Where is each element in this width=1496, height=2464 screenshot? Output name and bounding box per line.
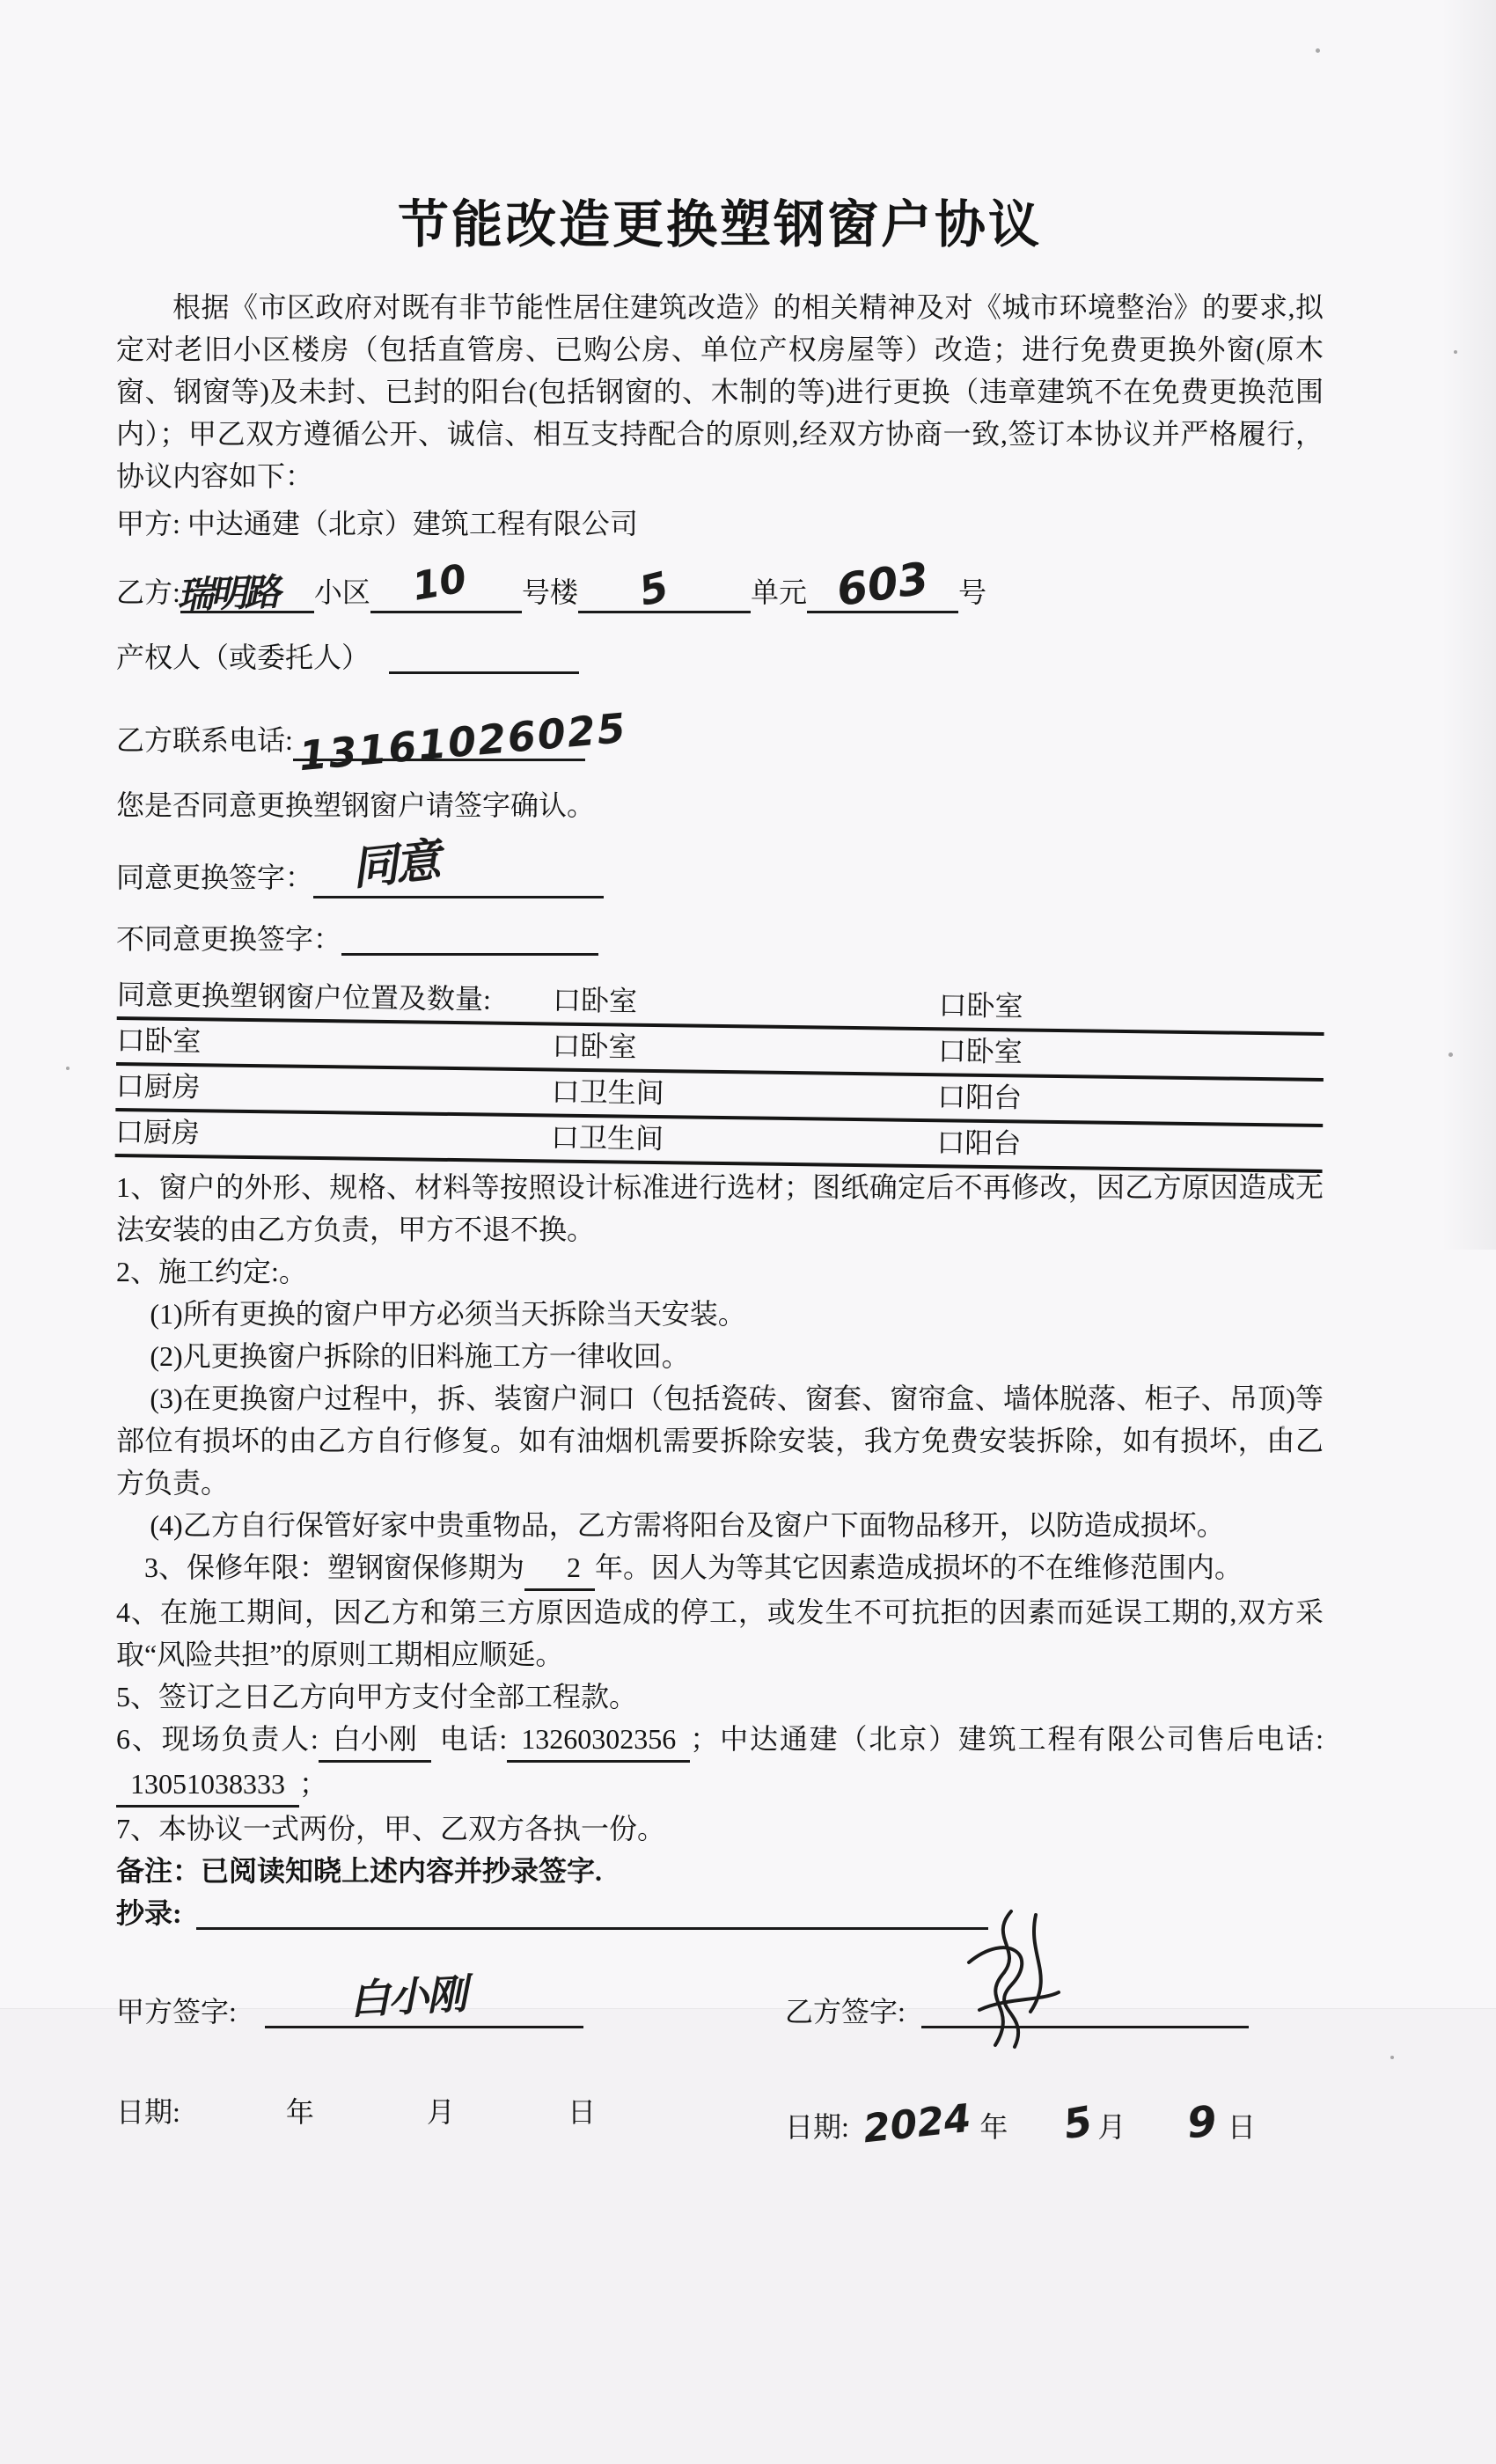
month-handwriting: 5: [1060, 2096, 1096, 2149]
checkbox-cell: 口卫生间: [550, 1121, 664, 1155]
party-b-signature-field: [921, 1994, 1249, 2028]
document-content: [116, 187, 1324, 2154]
terms-section: [116, 1166, 1324, 1934]
term-3-post: 年。因人为等其它因素造成损坏的不在维修范围内。: [595, 1551, 1243, 1583]
phone-label: 乙方联系电话:: [116, 724, 293, 756]
date-label: 日期:: [785, 2111, 849, 2143]
year-label: 年: [979, 2111, 1008, 2143]
term-2-sub-1: (1)所有更换的窗户甲方必须当天拆除当天安装。: [150, 1298, 746, 1330]
owner-field: [389, 640, 579, 674]
term-6-pre: 6、现场负责人:: [116, 1723, 319, 1755]
room-field: [807, 553, 958, 616]
signature-row: [116, 1969, 1324, 2033]
agree-field: [313, 834, 604, 898]
copy-line: [116, 1892, 1324, 1934]
confirm-note: 您是否同意更换塑钢窗户请签字确认。: [116, 789, 596, 821]
owner-line: [116, 636, 1324, 678]
danyuan-label: 单元: [750, 576, 807, 608]
term-4: 4、在施工期间，因乙方和第三方原因造成的停工，或发生不可抗拒的因素而延误工期的,双方采取“风险共担”的原则工期相应顺延。: [116, 1596, 1324, 1670]
scan-artifact: [1454, 350, 1457, 354]
scan-artifact: [1448, 1052, 1453, 1057]
haolou-label: 号楼: [521, 576, 578, 608]
note-line: [116, 1850, 1324, 1892]
disagree-field: [341, 921, 598, 956]
phone-line: [116, 703, 1324, 781]
year-label: 年: [285, 2096, 314, 2128]
xiaoqu-label: 小区: [313, 576, 370, 608]
party-b-label: 乙方:: [116, 576, 180, 608]
owner-label: 产权人（或委托人）: [116, 642, 370, 673]
community-field: [176, 570, 314, 617]
party-b-line: [116, 553, 1324, 617]
location-table-header: 同意更换塑钢窗户位置及数量:: [116, 979, 492, 1016]
party-b-signature-block: [785, 1991, 1249, 2033]
checkbox-cell: 口厨房: [115, 1069, 201, 1104]
term-6-end: ；: [299, 1768, 328, 1800]
note-text: 已阅读知晓上述内容并抄录签字.: [201, 1855, 603, 1887]
term-5: 5、签订之日乙方向甲方支付全部工程款。: [116, 1681, 638, 1712]
party-b-signature-label: 乙方签字:: [785, 1996, 906, 2028]
year-handwriting: 2024: [861, 2095, 973, 2152]
term-6-tel-label: 电话:: [439, 1723, 508, 1755]
term-2-sub-2: (2)凡更换窗户拆除的旧料施工方一律收回。: [150, 1340, 690, 1372]
checkbox-cell: 口卫生间: [551, 1075, 664, 1110]
disagree-line: [116, 918, 1324, 960]
checkbox-cell: 口卧室: [552, 984, 638, 1017]
date-label: 日期:: [116, 2096, 180, 2128]
agree-handwriting: 同意: [349, 834, 441, 896]
checkbox-cell: 口卧室: [116, 1024, 202, 1058]
term-1: 1、窗户的外形、规格、材料等按照设计标准进行选材；图纸确定后不再修改，因乙方原因造成无法安装的由乙方负责，甲方不退不换。: [116, 1171, 1324, 1245]
checkbox-cell: 口厨房: [114, 1115, 201, 1149]
party-a-signature-label: 甲方签字:: [116, 1996, 237, 2028]
party-a-signature-handwriting: 白小刚: [348, 1969, 467, 2024]
day-label: 日: [1227, 2111, 1256, 2143]
checkbox-cell: 口卧室: [937, 1035, 1023, 1068]
scan-artifact: [1390, 2056, 1394, 2059]
community-handwriting: 瑞明路: [176, 570, 278, 617]
checkbox-cell: 口阳台: [936, 1126, 1022, 1160]
location-table: [115, 974, 1325, 1173]
day-label: 日: [567, 2096, 596, 2128]
building-field: [370, 556, 522, 613]
term-7: 7、本协议一式两份，甲、乙双方各执一份。: [116, 1813, 666, 1844]
party-b-date-block: [785, 2091, 1256, 2154]
party-a-signature-block: [116, 1969, 785, 2033]
term-3-pre: 3、保修年限：塑钢窗保修期为: [144, 1551, 525, 1583]
month-label: 月: [426, 2096, 455, 2128]
unit-field: [578, 561, 751, 616]
hao-label: 号: [957, 576, 986, 608]
after-sales-phone: 13051038333: [116, 1763, 299, 1808]
note-label: 备注：: [116, 1855, 202, 1887]
room-handwriting: 603: [833, 553, 932, 616]
checkbox-cell: 口卧室: [552, 1030, 637, 1063]
phone-field: [293, 703, 629, 781]
building-handwriting: 10: [408, 556, 471, 610]
agree-label: 同意更换签字：: [116, 862, 314, 893]
checkbox-cell: 口阳台: [936, 1081, 1023, 1114]
agree-line: [116, 834, 1324, 898]
term-2: 2、施工约定:。: [116, 1256, 307, 1287]
date-row: [116, 2091, 1324, 2154]
term-6: [116, 1718, 1324, 1808]
unit-handwriting: 5: [634, 561, 673, 616]
party-a-line: 甲方: 中达通建（北京）建筑工程有限公司: [116, 508, 638, 539]
term-2-sub-4: (4)乙方自行保管好家中贵重物品，乙方需将阳台及窗户下面物品移开，以防造成损坏。: [150, 1509, 1225, 1541]
disagree-label: 不同意更换签字：: [116, 923, 342, 955]
warranty-years-value: 2: [524, 1546, 595, 1591]
site-manager-phone: 13260302356: [507, 1718, 690, 1763]
month-label: 月: [1097, 2111, 1126, 2143]
scan-artifact: [1316, 48, 1320, 53]
site-manager-name: 白小刚: [319, 1718, 431, 1763]
party-a-signature-field: [265, 1969, 583, 2028]
term-6-mid: ；中达通建（北京）建筑工程有限公司售后电话:: [690, 1723, 1324, 1755]
copy-field: [196, 1896, 988, 1930]
party-a-date-block: [116, 2091, 785, 2154]
day-handwriting: 9: [1185, 2096, 1219, 2149]
intro-paragraph: 根据《市区政府对既有非节能性居住建筑改造》的相关精神及对《城市环境整治》的要求,拟定对老旧小区楼房（包括直管房、已购公房、单位产权房屋等）改造；进行免费更换外窗(原木窗、钢窗等)及未封、已封的阳台(包括钢窗的、木制的等)进行更换（违章建筑不在免费更换范围内）；甲乙双方遵循公开、诚信、相互支持配合的原则,经双方协商一致,签订本协议并严格履行， 协议内容如下：: [116, 291, 1324, 492]
scan-fold-shadow: [1441, 0, 1496, 1250]
signature-scribble-icon: [927, 1899, 1094, 2066]
scan-artifact: [66, 1067, 70, 1070]
document-title: 节能改造更换塑钢窗户协议: [397, 196, 1042, 253]
checkbox-cell: 口卧室: [938, 989, 1023, 1023]
phone-handwriting: 13161026025: [297, 703, 629, 781]
copy-label: 抄录:: [116, 1897, 182, 1929]
term-3: [116, 1546, 1324, 1591]
term-2-sub-3: (3)在更换窗户过程中，拆、装窗户洞口（包括瓷砖、窗套、窗帘盒、墙体脱落、柜子、吊顶)等部位有损坏的由乙方自行修复。如有油烟机需要拆除安装，我方免费安装拆除，如有损坏，由乙方负责。: [116, 1382, 1324, 1499]
